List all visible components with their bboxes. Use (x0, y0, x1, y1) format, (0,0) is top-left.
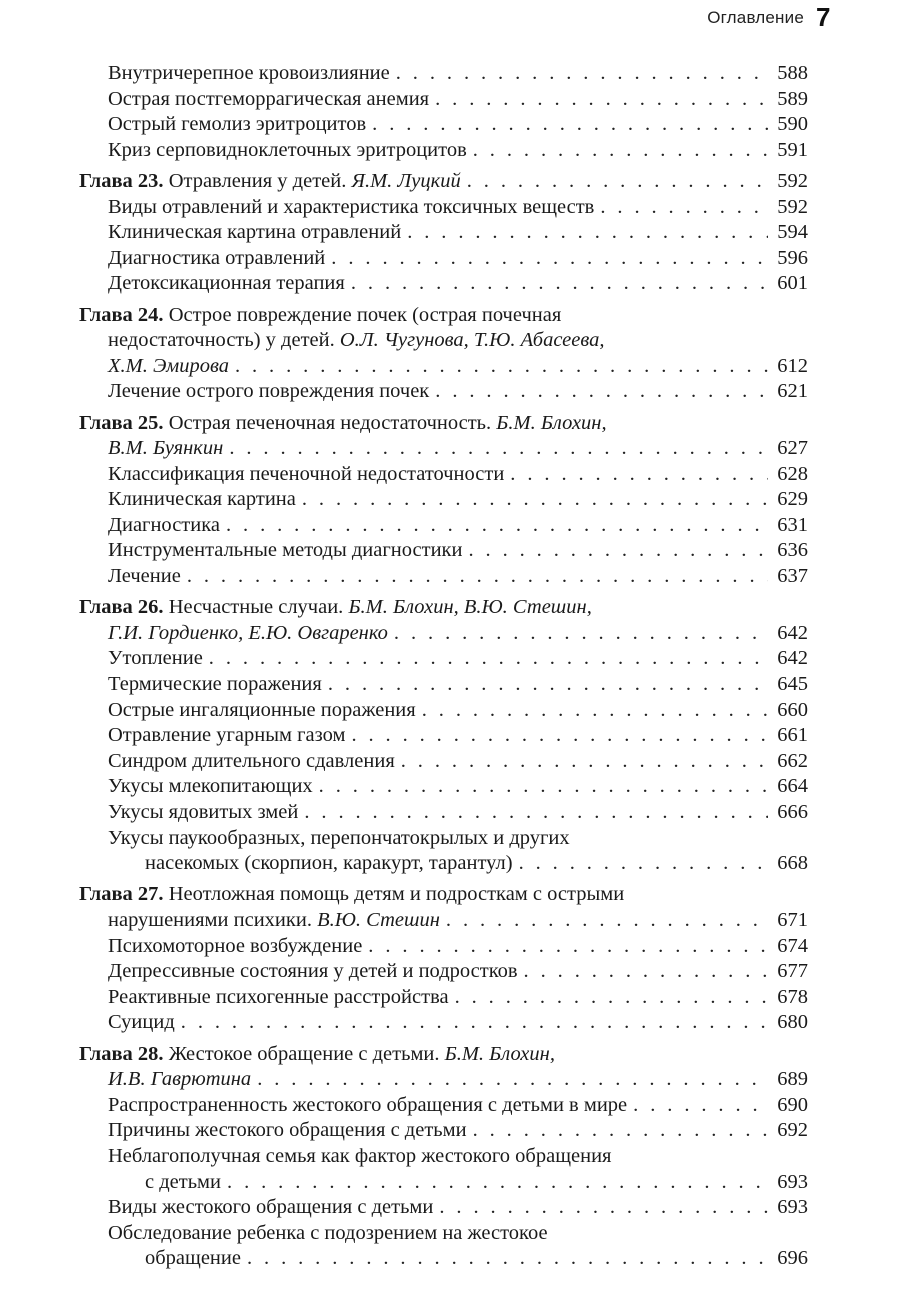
page-ref: 677 (777, 960, 808, 983)
chapter-authors: В.Ю. Стешин (317, 908, 440, 931)
dot-leader (401, 749, 768, 775)
toc-chapter-23[interactable] (79, 169, 808, 195)
toc-entry[interactable]: Обследование ребенка с подозрением на жестокое (108, 1221, 548, 1244)
chapter-authors: Х.М. Эмирова (108, 354, 229, 377)
page-ref: 596 (777, 246, 808, 269)
dot-leader (600, 195, 768, 221)
chapter-authors: О.Л. Чугунова, Т.Ю. Абасеева, (339, 329, 605, 352)
dot-leader (473, 138, 768, 164)
page-ref: 690 (777, 1093, 808, 1116)
page-ref: 662 (777, 749, 808, 772)
dot-leader (446, 908, 768, 934)
dot-leader (510, 462, 768, 488)
page-ref: 696 (777, 1247, 808, 1270)
toc-entry[interactable]: Детоксикационная терапия . . . 601 (79, 271, 808, 297)
dot-leader (331, 246, 768, 272)
dot-leader (633, 1093, 768, 1119)
toc-entry[interactable]: Классификация печеночной недостаточности . . . 628 (79, 462, 808, 488)
toc-entry[interactable]: Клиническая картина отравлений . . . 594 (79, 220, 808, 246)
chapter-title-cont: нарушениями психики. (108, 908, 312, 931)
chapter-label: Глава 23. (79, 169, 164, 192)
toc-chapter-24-cont (79, 328, 808, 354)
page-ref: 693 (777, 1170, 808, 1193)
toc-entry[interactable]: Острые ингаляционные поражения . . . 660 (79, 698, 808, 724)
toc-entry[interactable]: Укусы млекопитающих . . . 664 (79, 774, 808, 800)
dot-leader (235, 354, 768, 380)
dot-leader (227, 1170, 768, 1196)
page-ref: 629 (777, 488, 808, 511)
toc-chapter-28[interactable] (79, 1042, 808, 1068)
dot-leader (524, 959, 768, 985)
toc-entry-cont: с детьми . . . 693 (79, 1170, 808, 1196)
dot-leader (209, 646, 768, 672)
chapter-authors: Б.М. Блохин, В.Ю. Стешин, (348, 596, 592, 619)
toc-entry[interactable]: Термические поражения . . . 645 (79, 672, 808, 698)
dot-leader (439, 1195, 768, 1221)
chapter-title: Неотложная помощь детям и подросткам с острыми (168, 883, 625, 906)
page-ref: 692 (777, 1119, 808, 1142)
page-ref: 592 (777, 195, 808, 218)
page-number-value: 7 (816, 2, 831, 32)
toc-entry[interactable]: Утопление . . . 642 (79, 646, 808, 672)
dot-leader (372, 112, 768, 138)
toc-entry[interactable]: Виды жестокого обращения с детьми . . . 693 (79, 1195, 808, 1221)
page-ref: 689 (777, 1068, 808, 1091)
toc-chapter-27-cont (79, 908, 808, 934)
toc-chapter-28-cont (79, 1067, 808, 1093)
dot-leader (473, 1118, 768, 1144)
toc-entry[interactable]: Криз серповидноклеточных эритроцитов . . . 591 (79, 138, 808, 164)
table-of-contents (79, 61, 808, 1272)
page-ref: 668 (777, 852, 808, 875)
chapter-label: Глава 24. (79, 303, 164, 326)
toc-entry[interactable]: Острый гемолиз эритроцитов . . . 590 (79, 112, 808, 138)
toc-entry[interactable]: Виды отравлений и характеристика токсичных веществ . . . 592 (79, 195, 808, 221)
page-ref: 680 (777, 1011, 808, 1034)
toc-entry-cont: насекомых (скорпион, каракурт, тарантул) . . . 668 (79, 851, 808, 877)
dot-leader (302, 487, 768, 513)
page-ref: 636 (777, 539, 808, 562)
dot-leader (519, 851, 768, 877)
toc-entry[interactable]: Отравление угарным газом . . . 661 (79, 723, 808, 749)
toc-entry[interactable]: Лечение острого повреждения почек . . . 621 (79, 379, 808, 405)
toc-chapter-24-cont (79, 354, 808, 380)
dot-leader (368, 934, 768, 960)
toc-entry[interactable]: Суицид . . . 680 (79, 1010, 808, 1036)
page-ref: 612 (777, 354, 808, 377)
chapter-authors: Б.М. Блохин, (444, 1042, 555, 1065)
page-ref: 601 (777, 272, 808, 295)
dot-leader (396, 61, 768, 87)
toc-chapter-26[interactable] (79, 595, 808, 621)
toc-entry[interactable]: Диагностика . . . 631 (79, 513, 808, 539)
chapter-title: Несчастные случаи. (168, 596, 344, 619)
toc-entry[interactable]: Клиническая картина . . . 629 (79, 487, 808, 513)
page-ref: 678 (777, 985, 808, 1008)
dot-leader (455, 985, 768, 1011)
chapter-label: Глава 25. (79, 411, 164, 434)
toc-entry[interactable]: Неблагополучная семья как фактор жестокого обращения (108, 1144, 612, 1167)
dot-leader (181, 1010, 768, 1036)
toc-entry-cont: обращение . . . 696 (79, 1246, 808, 1272)
dot-leader (422, 698, 768, 724)
toc-entry[interactable]: Укусы паукообразных, перепончатокрылых и других (108, 826, 570, 849)
toc-entry[interactable]: Синдром длительного сдавления . . . 662 (79, 749, 808, 775)
chapter-authors: Я.М. Луцкий (351, 169, 461, 192)
toc-entry[interactable]: Реактивные психогенные расстройства . . . 678 (79, 985, 808, 1011)
toc-entry[interactable]: Психомоторное возбуждение . . . 674 (79, 934, 808, 960)
chapter-label: Глава 26. (79, 596, 164, 619)
toc-entry[interactable]: Депрессивные состояния у детей и подростков . . . 677 (79, 959, 808, 985)
page-ref: 590 (777, 113, 808, 136)
page-ref: 693 (777, 1196, 808, 1219)
dot-leader (247, 1246, 768, 1272)
dot-leader (187, 564, 768, 590)
toc-chapter-26-cont (79, 621, 808, 647)
page-ref: 592 (777, 169, 808, 192)
page-ref: 628 (777, 462, 808, 485)
toc-entry[interactable]: Диагностика отравлений . . . 596 (79, 246, 808, 272)
dot-leader (394, 621, 768, 647)
page-ref: 660 (777, 698, 808, 721)
toc-entry[interactable]: Причины жестокого обращения с детьми . . . 692 (79, 1118, 808, 1144)
chapter-title-cont: недостаточность) у детей. (108, 329, 335, 352)
toc-chapter-25-cont (79, 436, 808, 462)
chapter-authors: Г.И. Гордиенко, Е.Ю. Овгаренко (108, 621, 388, 644)
page-ref: 627 (777, 437, 808, 460)
dot-leader (467, 169, 768, 195)
page-ref: 645 (777, 673, 808, 696)
dot-leader (229, 436, 768, 462)
chapter-label: Глава 28. (79, 1042, 164, 1065)
toc-chapter-24[interactable] (79, 303, 808, 329)
page-ref: 642 (777, 647, 808, 670)
toc-entry[interactable]: Лечение . . . 637 (79, 564, 808, 590)
chapter-title: Жестокое обращение с детьми. (168, 1042, 440, 1065)
running-head: Оглавление (707, 8, 804, 27)
dot-leader (304, 800, 768, 826)
page-ref: 666 (777, 801, 808, 823)
dot-leader (435, 379, 768, 405)
chapter-title: Отравления у детей. (168, 169, 347, 192)
dot-leader (257, 1067, 768, 1093)
dot-leader (351, 723, 768, 749)
chapter-authors: И.В. Гаврютина (108, 1068, 252, 1091)
chapter-authors: Б.М. Блохин, (496, 411, 607, 434)
page-ref: 589 (777, 87, 808, 110)
toc-entry[interactable]: Распространенность жестокого обращения с детьми в мире . . . 690 (79, 1093, 808, 1119)
chapter-title: Острое повреждение почек (острая почечная (168, 303, 562, 326)
toc-entry[interactable]: Укусы ядовитых змей . . . 666 (79, 800, 808, 826)
page-ref: 664 (777, 775, 808, 798)
dot-leader (319, 774, 768, 800)
page-ref: 631 (777, 513, 808, 536)
chapter-label: Глава 27. (79, 883, 164, 906)
page-ref: 591 (777, 138, 808, 161)
toc-chapter-27[interactable] (79, 882, 808, 908)
chapter-authors: В.М. Буянкин (108, 437, 224, 460)
page-ref: 588 (777, 62, 808, 84)
page-ref: 671 (777, 908, 808, 931)
page-ref: 642 (777, 621, 808, 644)
page-ref: 674 (777, 934, 808, 957)
dot-leader (328, 672, 768, 698)
dot-leader (226, 513, 768, 539)
dot-leader (435, 87, 768, 113)
page-ref: 621 (777, 380, 808, 403)
toc-entry[interactable]: Инструментальные методы диагностики . . . 636 (79, 538, 808, 564)
page-ref: 637 (777, 565, 808, 588)
page-ref: 594 (777, 221, 808, 244)
chapter-title: Острая печеночная недостаточность. (168, 411, 492, 434)
dot-leader (468, 538, 768, 564)
dot-leader (351, 271, 768, 297)
toc-entry[interactable]: Внутричерепное кровоизлияние . . . 588 (79, 61, 808, 87)
toc-chapter-25[interactable] (79, 411, 808, 437)
toc-entry[interactable]: Острая постгеморрагическая анемия . . . 589 (79, 87, 808, 113)
dot-leader (407, 220, 768, 246)
page-ref: 661 (777, 724, 808, 747)
